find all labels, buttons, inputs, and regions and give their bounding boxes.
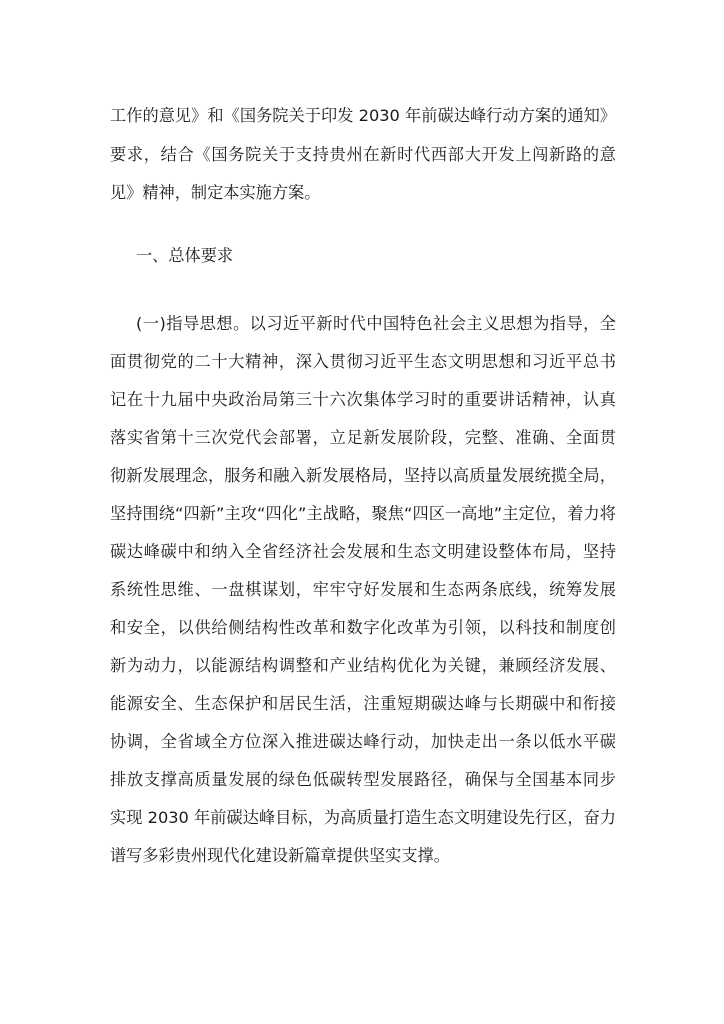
paragraph-line: 坚持围绕“四新”主攻“四化”主战略，聚焦“四区一高地”主定位，着力将 xyxy=(110,504,616,523)
paragraph-line: 和安全，以供给侧结构性改革和数字化改革为引领，以科技和制度创 xyxy=(110,618,616,637)
paragraph-line: 排放支撑高质量发展的绿色低碳转型发展路径，确保与全国基本同步 xyxy=(110,770,616,789)
paragraph-line: 面贯彻党的二十大精神，深入贯彻习近平生态文明思想和习近平总书 xyxy=(110,352,616,371)
paragraph-line: 谱写多彩贵州现代化建设新篇章提供坚实支撑。 xyxy=(110,846,450,865)
intro-line: 要求，结合《国务院关于支持贵州在新时代西部大开发上闯新路的意 xyxy=(110,145,616,164)
paragraph-line: 碳达峰碳中和纳入全省经济社会发展和生态文明建设整体布局，坚持 xyxy=(110,542,616,561)
intro-line: 工作的意见》和《国务院关于印发 2030 年前碳达峰行动方案的通知》 xyxy=(110,106,616,125)
paragraph-line: 新为动力，以能源结构调整和产业结构优化为关键，兼顾经济发展、 xyxy=(110,656,616,675)
paragraph-line: 彻新发展理念，服务和融入新发展格局，坚持以高质量发展统揽全局， xyxy=(110,466,616,485)
paragraph-line: 实现 2030 年前碳达峰目标，为高质量打造生态文明建设先行区，奋力 xyxy=(110,808,616,827)
paragraph-line: 记在十九届中央政治局第三十六次集体学习时的重要讲话精神，认真 xyxy=(110,390,616,409)
section-heading: 一、总体要求 xyxy=(136,246,234,265)
intro-line: 见》精神，制定本实施方案。 xyxy=(110,183,321,202)
paragraph-line: 协调，全省域全方位深入推进碳达峰行动，加快走出一条以低水平碳 xyxy=(110,732,616,751)
paragraph-line: 能源安全、生态保护和居民生活，注重短期碳达峰与长期碳中和衔接 xyxy=(110,694,616,713)
paragraph-line: 落实省第十三次党代会部署，立足新发展阶段，完整、准确、全面贯 xyxy=(110,428,616,447)
paragraph-line: (一)指导思想。以习近平新时代中国特色社会主义思想为指导，全 xyxy=(136,314,616,333)
paragraph-line: 系统性思维、一盘棋谋划，牢牢守好发展和生态两条底线，统筹发展 xyxy=(110,580,616,599)
